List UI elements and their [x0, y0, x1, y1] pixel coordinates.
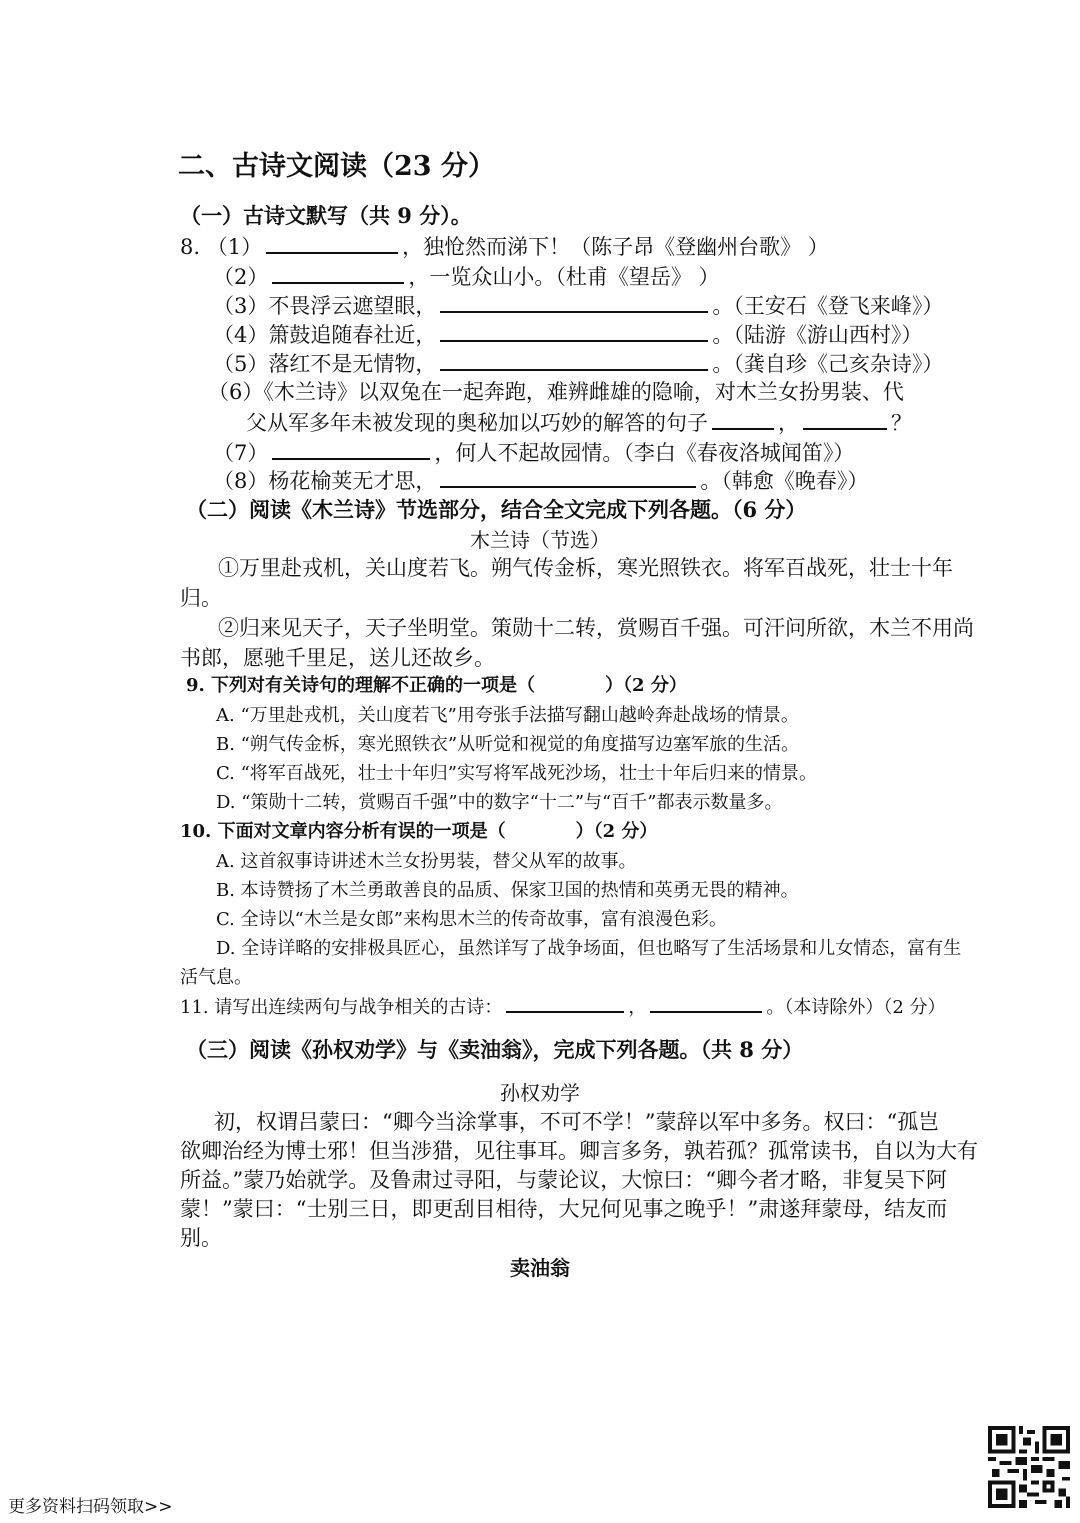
poem-para2-line1: ②归来见天子，天子坐明堂。策勋十二转，赏赐百千强。可汗问所欲，木兰不用尚: [218, 616, 974, 640]
answer-blank[interactable]: [440, 349, 708, 371]
part2-heading: （二）阅读《木兰诗》节选部分，结合全文完成下列各题。（6 分）: [186, 497, 807, 522]
item-after: 。（王安石《登飞来峰》）: [712, 294, 944, 318]
passage1-title: 孙权劝学: [500, 1081, 580, 1105]
item-after: ，一览众山小。（杜甫《望岳》 ）: [408, 265, 720, 289]
answer-blank[interactable]: [650, 995, 762, 1013]
poem-para1-line1: ①万里赴戎机，关山度若飞。朔气传金柝，寒光照铁衣。将军百战死，壮士十年: [218, 556, 953, 580]
q9-score: ）（2 分）: [605, 675, 687, 696]
q10-stem: [180, 818, 657, 846]
item-before: 箫鼓追随春社近，: [268, 323, 437, 347]
passage1-line4: 蒙！”蒙曰：“士别三日，即更刮目相待，大兄何见事之晚乎！”肃遂拜蒙母，结友而: [180, 1197, 948, 1221]
q9-option-b: B. “朔气传金柝，寒光照铁衣”从听觉和视觉的角度描写边塞军旅的生活。: [216, 734, 800, 755]
poem-title: 木兰诗（节选）: [470, 528, 610, 552]
q11-comma: ，: [628, 997, 647, 1018]
poem-para1-line2: 归。: [180, 586, 222, 610]
passage1-line5: 别。: [180, 1226, 222, 1250]
q9-stem-text: 9. 下列对有关诗句的理解不正确的一项是（: [186, 675, 536, 696]
q8-item-8: [213, 466, 868, 495]
q8-item-2: [213, 262, 720, 291]
answer-blank[interactable]: [440, 291, 708, 313]
item6-text: 父从军多年未被发现的奥秘加以巧妙的解答的句子: [246, 411, 708, 435]
item-num: （1）: [206, 235, 263, 259]
q8-item-7: [213, 438, 854, 467]
item-before: 杨花榆荚无才思，: [268, 469, 437, 493]
answer-blank[interactable]: [803, 408, 887, 430]
item-before: 落红不是无情物，: [268, 352, 437, 376]
section-title: 二、古诗文阅读（23 分）: [178, 151, 495, 182]
item-num: （8）: [213, 469, 269, 493]
answer-blank[interactable]: [440, 320, 708, 342]
item-num: （3）: [213, 294, 269, 318]
q8-number: 8.: [180, 235, 201, 259]
item-num: （5）: [213, 352, 269, 376]
item-after: ，独怆然而涕下！（陈子昂《登幽州台歌》 ）: [402, 235, 829, 259]
q8-item-6-line1: （6）《木兰诗》以双兔在一起奔跑，难辨雌雄的隐喻，对木兰女扮男装、代: [208, 380, 904, 404]
passage1-line2: 欲卿治经为博士邪！但当涉猎，见往事耳。卿言多务，孰若孤？孤常读书，自以为大有: [180, 1139, 978, 1163]
passage1-line3: 所益。”蒙乃始就学。及鲁肃过寻阳，与蒙论议，大惊曰：“卿今者才略，非复吴下阿: [180, 1168, 947, 1192]
item-after: 。（陆游《游山西村》）: [712, 323, 923, 347]
q11-score: 。（本诗除外）（2 分）: [766, 997, 946, 1018]
q11-stem: 11. 请写出连续两句与战争相关的古诗：: [180, 997, 503, 1018]
answer-blank[interactable]: [272, 262, 404, 284]
item-after: 。（韩愈《晚春》）: [700, 469, 869, 493]
q9-stem: [186, 672, 687, 700]
q9-option-a: A. “万里赴戎机，关山度若飞”用夸张手法描写翻山越岭奔赴战场的情景。: [216, 705, 799, 726]
item-num: （7）: [213, 441, 269, 465]
item-num: （4）: [213, 323, 269, 347]
answer-blank[interactable]: [272, 438, 430, 460]
q8-item-5: [213, 349, 943, 378]
item6-question: ？: [891, 411, 912, 435]
q8-item-3: [213, 291, 943, 320]
item-before: 不畏浮云遮望眼，: [268, 294, 437, 318]
item6-comma: ，: [778, 411, 799, 435]
footer-scan-text[interactable]: 更多资料扫码领取>>: [8, 1497, 173, 1517]
q8-item-4: [213, 320, 922, 349]
q8-item-6-line2: [246, 408, 912, 437]
part3-heading: （三）阅读《孙权劝学》与《卖油翁》，完成下列各题。（共 8 分）: [186, 1037, 804, 1062]
q10-option-a: A. 这首叙事诗讲述木兰女扮男装，替父从军的故事。: [216, 851, 637, 872]
q10-option-c: C. 全诗以“木兰是女郎”来构思木兰的传奇故事，富有浪漫色彩。: [216, 909, 727, 930]
q10-score: ）（2 分）: [575, 821, 658, 842]
answer-blank[interactable]: [440, 466, 696, 488]
q11: [180, 994, 946, 1022]
item-num: （2）: [213, 265, 269, 289]
q9-option-c: C. “将军百战死，壮士十年归”实写将军战死沙场，壮士十年后归来的情景。: [216, 763, 817, 784]
item-after: 。（龚自珍《己亥杂诗》）: [712, 352, 944, 376]
answer-blank[interactable]: [712, 408, 774, 430]
part1-heading: （一）古诗文默写（共 9 分）。: [180, 203, 472, 228]
item-after: ，何人不起故园情。（李白《春夜洛城闻笛》）: [434, 441, 855, 465]
passage1-line1: 初，权谓吕蒙曰：“卿今当涂掌事，不可不学！”蒙辞以军中多务。权曰：“孤岂: [214, 1110, 940, 1134]
q10-stem-text: 10. 下面对文章内容分析有误的一项是（: [180, 821, 506, 842]
q10-option-d: D. 全诗详略的安排极具匠心，虽然详写了战争场面，但也略写了生活场景和儿女情态，富有生: [216, 938, 962, 959]
passage2-title: 卖油翁: [510, 1256, 570, 1280]
q9-option-d: D. “策勋十二转，赏赐百千强”中的数字“十二”与“百千”都表示数量多。: [216, 792, 783, 813]
q8-item-1: [180, 232, 829, 261]
q10-option-d-cont: 活气息。: [180, 967, 252, 988]
answer-blank[interactable]: [506, 995, 624, 1013]
answer-blank[interactable]: [266, 232, 398, 254]
q10-option-b: B. 本诗赞扬了木兰勇敢善良的品质、保家卫国的热情和英勇无畏的精神。: [216, 880, 799, 901]
qr-code[interactable]: [988, 1426, 1070, 1508]
poem-para2-line2: 书郎，愿驰千里足，送儿还故乡。: [180, 646, 495, 670]
